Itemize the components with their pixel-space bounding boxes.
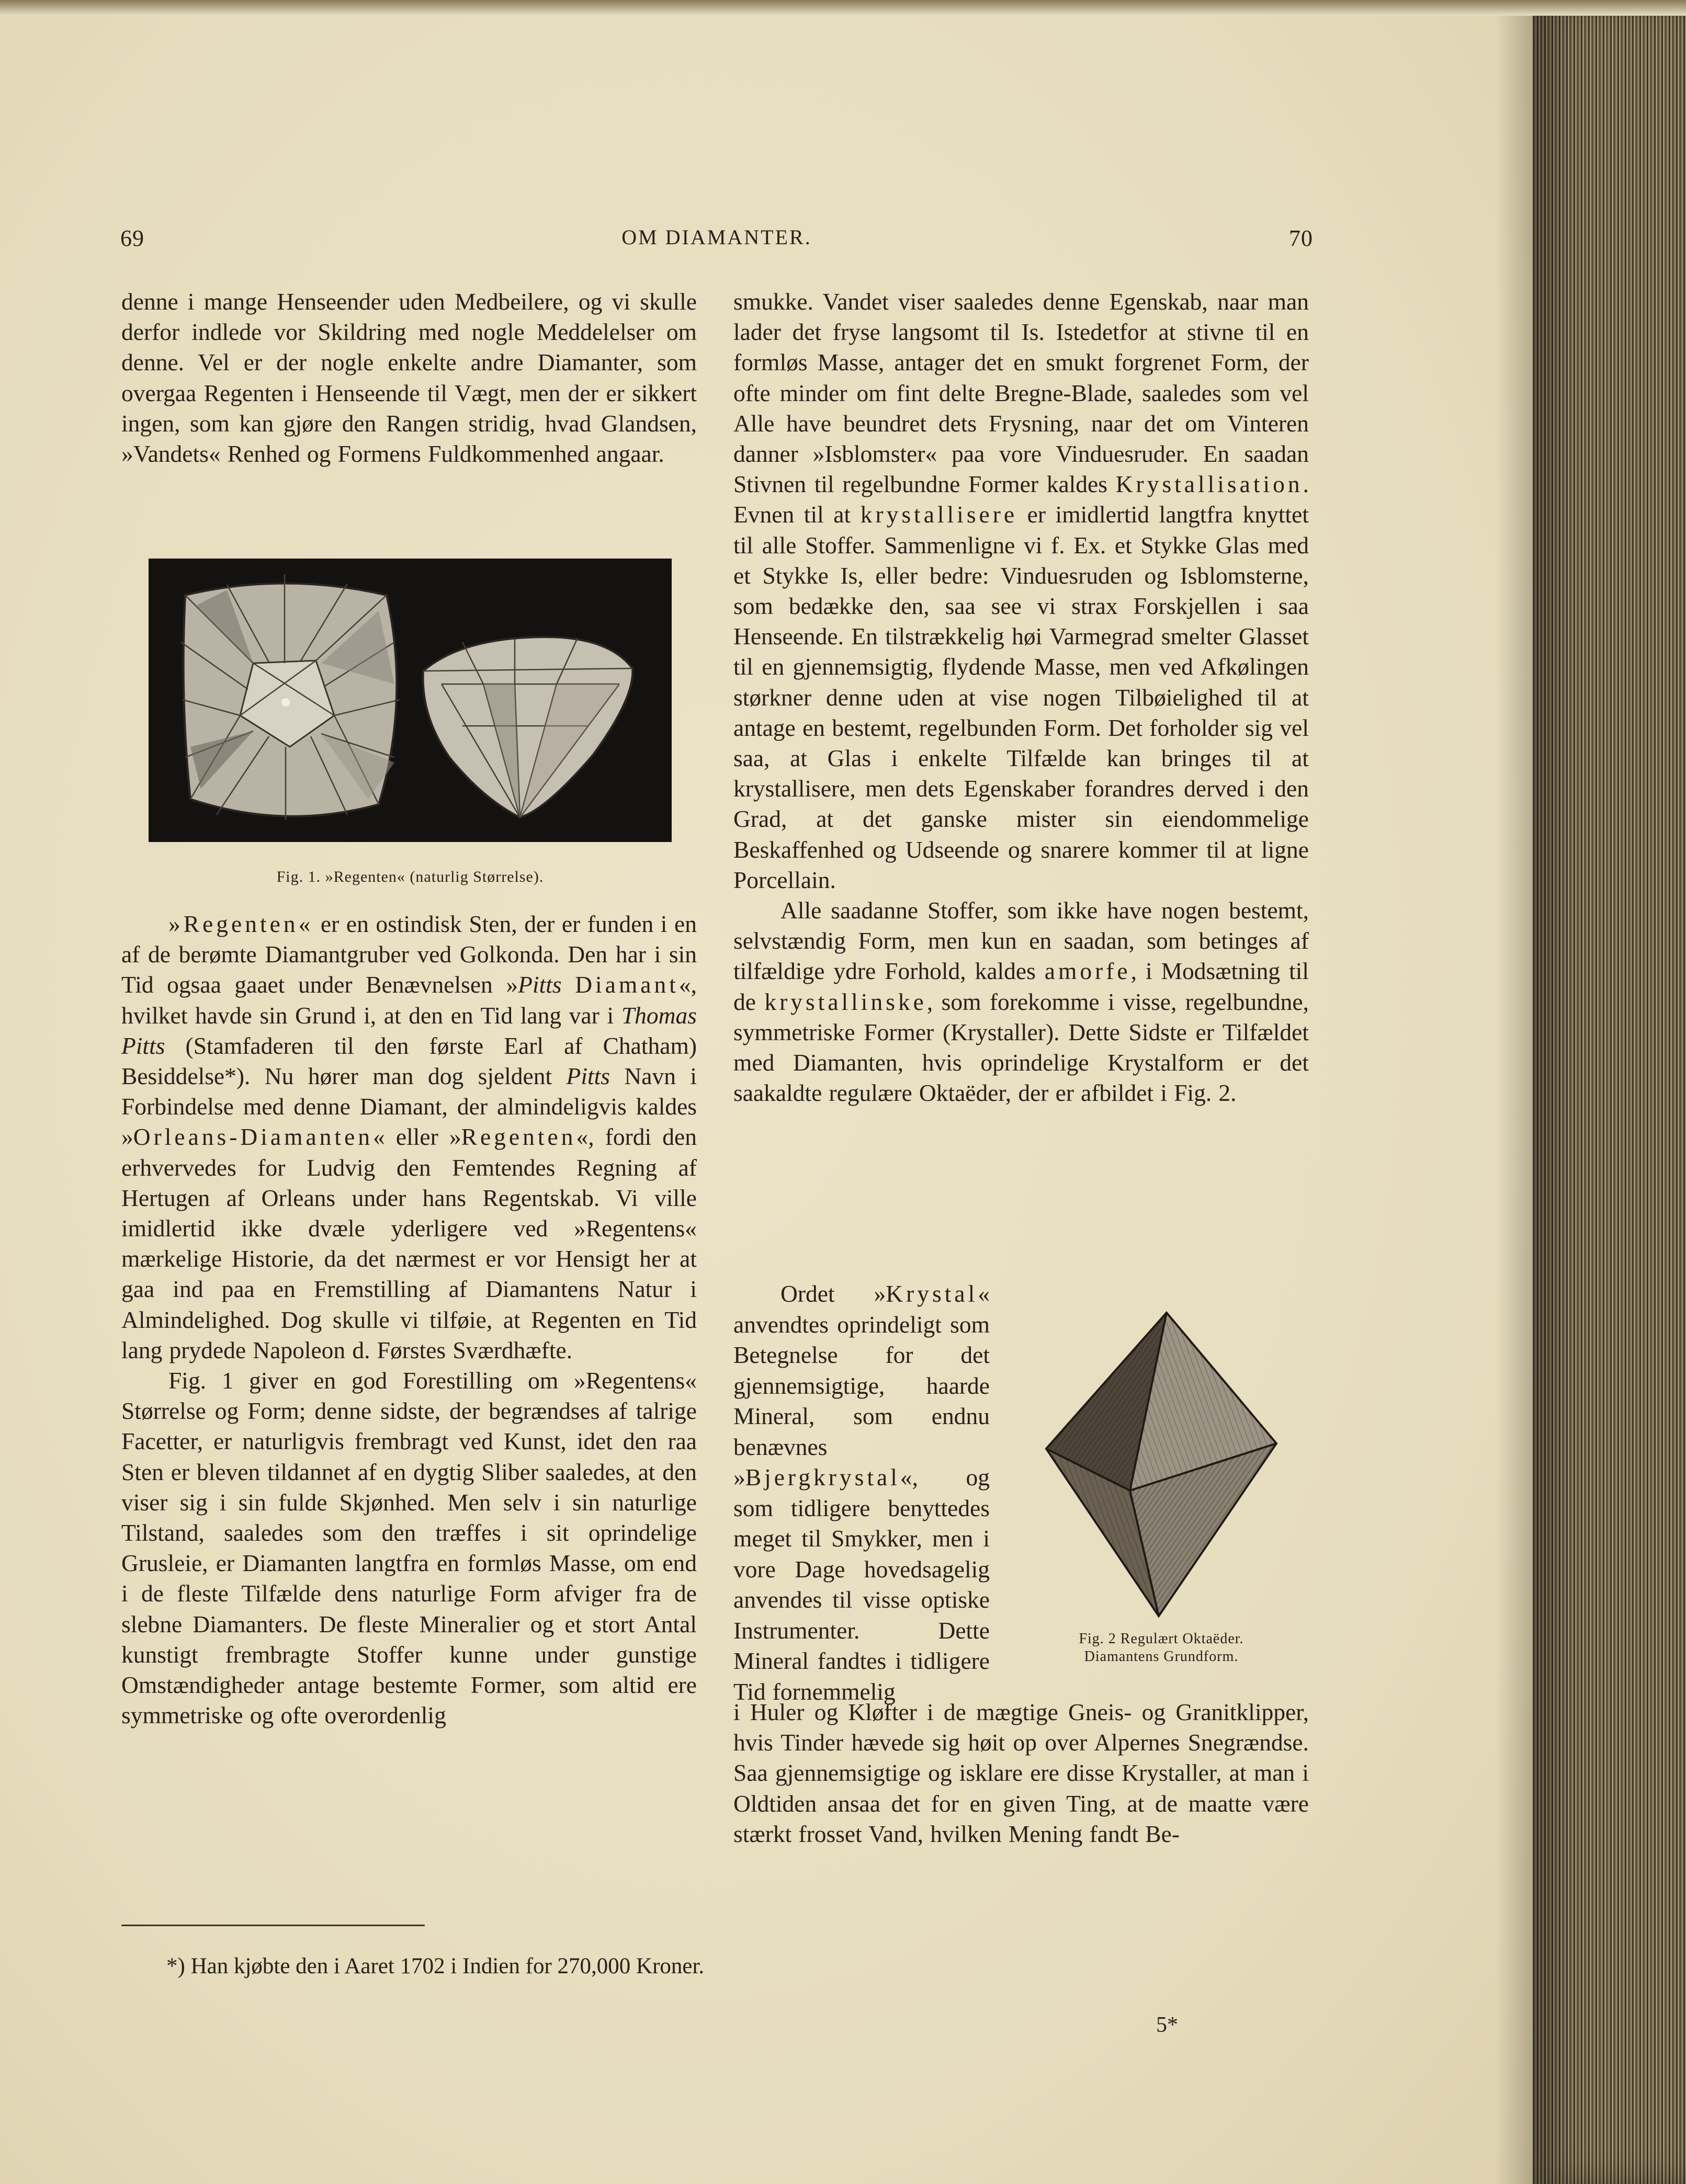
right-column-body: [733, 287, 1309, 1108]
figure-1-caption: Fig. 1. »Regenten« (naturlig Størrelse).: [276, 868, 544, 885]
figure-2-caption-line1: Fig. 2 Regulært Oktaëder.: [1079, 1631, 1244, 1647]
paragraph-krystallisation: smukke. Vandet viser saaledes denne Egenskab, naar man lader det fryse langsomt til Is. Istedetfor at stivne til en formløs Masse, antager det en smukt forgrenet Form, der ofte minder om fint delte Bregne-Blade, saaledes som vel Alle have beundret dets Frysning, naar det om Vinteren danner »Isblomster« paa vore Vinduesruder. En saadan Stivnen til regelbundne Former kaldes Krystallisation. Evnen til at krystallisere er imidlertid langtfra knyttet til alle Stoffer. Sammenligne vi f. Ex. et Stykke Glas med et Stykke Is, eller bedre: Vinduesruden og Isblomsterne, som bedække den, saa see vi strax Forskjellen i saa Henseende. En tilstrækkelig høi Varmegrad smelter Glasset til en gjennemsigtig, flydende Masse, men ved Afkølingen størkner denne uden at vise nogen Tilbøielighed til at antage en bestemt, regelbunden Form. Det forholder sig vel saa, at Glas i enkelte Tilfælde kan bringes til at krystallisere, men dets Egenskaber forandres derved i den Grad, at det ganske mister sin eiendommelige Beskaffenhed og Udseende og snarere kommer til at ligne Porcellain.: [733, 288, 1309, 893]
footnote-rule: [121, 1925, 425, 1926]
right-column-tail: [733, 1697, 1309, 1849]
figure-2-caption: [1025, 1630, 1297, 1666]
paragraph-intro: denne i mange Henseender uden Medbeilere, og vi skulle derfor indlede vor Skildring med nogle Meddelelser om denne. Vel er der nogle enkelte andre Diamanter, som overgaa Regenten i Henseende til Vægt, men der er sikkert ingen, som kan gjøre den Rangen stridig, hvad Glandsen, »Vandets« Renhed og Formens Fuldkommenhed angaar.: [121, 288, 697, 468]
octahedron-drawing: [1046, 1313, 1276, 1616]
signature-mark: 5*: [1156, 2013, 1178, 2037]
regent-diamond-figure: [149, 559, 672, 842]
page-number-right: 70: [1289, 225, 1313, 251]
paragraph-krystal-continued: i Huler og Kløfter i de mægtige Gneis- og Granitklipper, hvis Tinder hævede sig høit op over Alpernes Snegrændse. Saa gjennemsigtige og isklare ere disse Krystaller, at man i Oldtiden ansaa det for en given Ting, at de maatte være stærkt frosset Vand, hvilken Mening fandt Be-: [733, 1699, 1309, 1847]
paragraph-fig1: Fig. 1 giver en god Forestilling om »Regentens« Størrelse og Form; denne sidste, der begrændses af talrige Facetter, er naturligvis frembragt ved Kunst, idet den raa Sten er bleven tildannet af en dygtig Sliber saaledes, at den viser sig i sin fulde Skjønhed. Men selv i sin naturlige Tilstand, saaledes som den træffes i sit oprindelige Grusleie, er Diamanten langtfra en formløs Masse, om end i de fleste Tilfælde dens naturlige Form afviger fra de slebne Diamanters. De fleste Mineralier og et stort Antal kunstigt frembragte Stoffer kunne under gunstige Omstændigheder antage bestemte Former, som altid ere symmetriske og ofte overordenlig: [121, 1367, 697, 1729]
book-fore-edge: [1533, 0, 1686, 2184]
running-title: OM DIAMANTER.: [621, 225, 812, 249]
left-column-body: [121, 909, 697, 1731]
scan-top-edge: [0, 0, 1686, 16]
right-column-krystal: [733, 1279, 990, 1707]
footnote: *) Han kjøbte den i Aaret 1702 i Indien for 270,000 Kroner.: [166, 1954, 705, 1978]
running-head: [120, 220, 1313, 261]
page-number-left: 69: [120, 225, 144, 251]
paragraph-krystal: Ordet »Krystal« anvendtes oprindeligt som Betegnelse for det gjennemsigtige, haarde Mineral, som endnu benævnes »Bjergkrystal«, og som tidligere benyttedes meget til Smykker, men i vore Dage hovedsagelig anvendes til visse optiske Instrumenter. Dette Mineral fandtes i tidligere Tid fornemmelig: [733, 1280, 990, 1705]
paragraph-regenten: »Regenten« er en ostindisk Sten, der er funden i en af de berømte Diamantgruber ved Golkonda. Den har i sin Tid ogsaa gaaet under Benævnelsen »Pitts Diamant«, hvilket havde sin Grund i, at den en Tid lang var i Thomas Pitts (Stamfaderen til den første Earl af Chatham) Besiddelse*). Nu hører man dog sjeldent Pitts Navn i Forbindelse med denne Diamant, der almindeligvis kaldes »Orleans-Diamanten« eller »Regenten«, fordi den erhvervedes for Ludvig den Femtendes Regning af Hertugen af Orleans under hans Regentskab. Vi ville imidlertid ikke dvæle yderligere ved »Regentens« mærkelige Historie, da det nærmest er vor Hensigt her at gaa ind paa en Fremstilling af Diamantens Natur i Almindelighed. Dog skulle vi tilføie, at Regenten en Tid lang prydede Napoleon d. Førstes Sværdhæfte.: [121, 911, 697, 1363]
left-column-intro: [121, 287, 697, 469]
regent-diamond-front: [181, 574, 400, 820]
paragraph-amorfe: Alle saadanne Stoffer, som ikke have nogen bestemt, selvstændig Form, men kun en saadan, som betinges af tilfældige ydre Forhold, kaldes amorfe, i Modsætning til de krystallinske, som forekomme i visse, regelbundne, symmetriske Former (Krystaller). Dette Sidste er Tilfældet med Diamanten, hvis oprindelige Krystalform er det saakaldte regulære Oktaëder, der er afbildet i Fig. 2.: [733, 897, 1309, 1107]
figure-2-caption-line2: Diamantens Grundform.: [1084, 1648, 1239, 1665]
octahedron-figure: [1025, 1302, 1297, 1626]
